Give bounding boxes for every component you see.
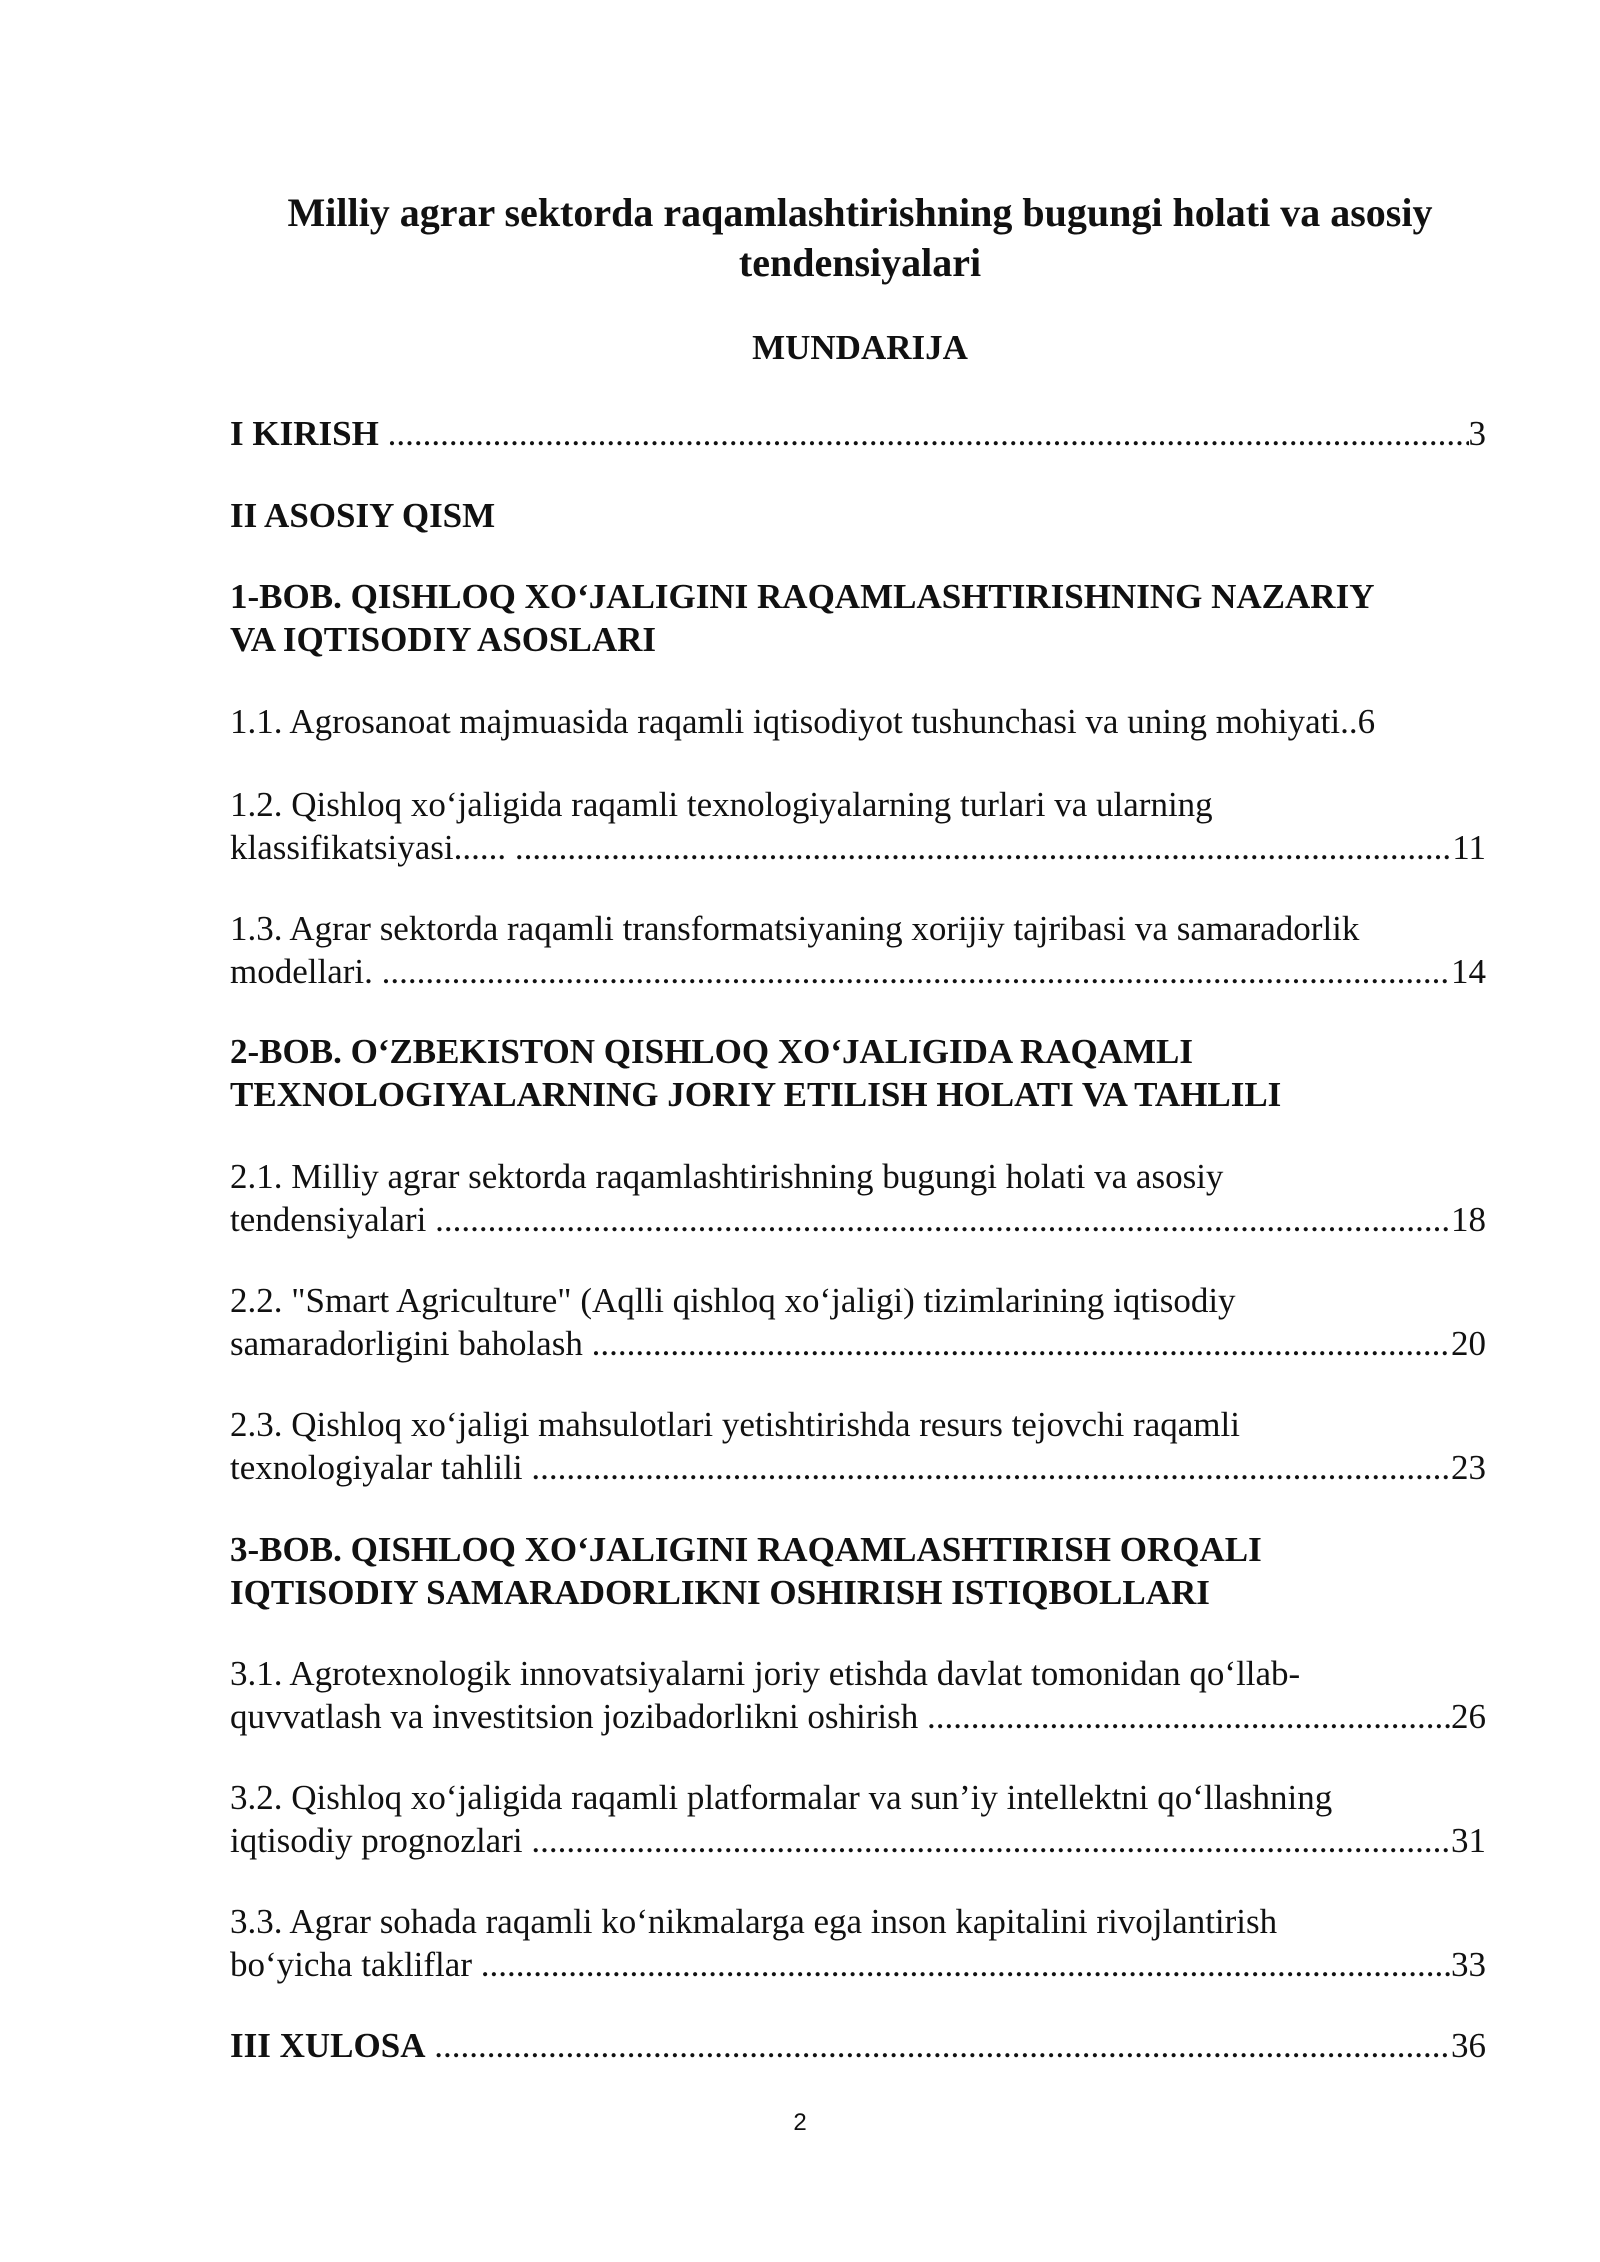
toc-entry-2-3[interactable]	[230, 1403, 1486, 1489]
toc-entry-3-2[interactable]	[230, 1776, 1486, 1862]
toc-dot-leader	[523, 1446, 1451, 1489]
toc-page-number: 3	[1468, 414, 1486, 453]
toc-page-number: 36	[1451, 2026, 1486, 2065]
toc-dot-leader	[506, 826, 1452, 869]
toc-entry-text: 3.2. Qishloq xo‘jaligida raqamli platformalar va sun’iy intellektni qo‘llashning	[230, 1778, 1333, 1817]
toc-entry-label: III XULOSA	[230, 2026, 426, 2065]
toc-entry-1-3[interactable]	[230, 907, 1486, 993]
toc-entry-text: modellari.	[230, 952, 373, 991]
toc-chapter-line: IQTISODIY SAMARADORLIKNI OSHIRISH ISTIQBOLLARI	[230, 1573, 1210, 1612]
toc-entry-text: texnologiyalar tahlili	[230, 1448, 523, 1487]
toc-page-number: 6	[1357, 702, 1376, 741]
toc-entry-text: iqtisodiy prognozlari	[230, 1821, 523, 1860]
toc-entry-label: I KIRISH	[230, 414, 379, 453]
toc-entry-main-part	[230, 494, 1486, 537]
toc-dot-leader	[472, 1943, 1451, 1986]
toc-entry-label: II ASOSIY QISM	[230, 496, 496, 535]
toc-entry-text: tendensiyalari	[230, 1200, 427, 1239]
toc-dot-leader	[918, 1695, 1451, 1738]
toc-entry-conclusion[interactable]	[230, 2024, 1486, 2067]
toc-entry-2-2[interactable]	[230, 1279, 1486, 1365]
toc-chapter-line: TEXNOLOGIYALARNING JORIY ETILISH HOLATI VA TAHLILI	[230, 1075, 1282, 1114]
toc-dot-leader: ..	[1340, 702, 1358, 741]
toc-page-number: 23	[1451, 1448, 1486, 1487]
toc-page-number: 20	[1451, 1324, 1486, 1363]
toc-chapter-line: 1-BOB. QISHLOQ XO‘JALIGINI RAQAMLASHTIRISHNING NAZARIY	[230, 577, 1375, 616]
toc-entry-text: samaradorligini baholash	[230, 1324, 583, 1363]
toc-chapter-2	[230, 1030, 1486, 1116]
toc-page-number: 26	[1451, 1697, 1486, 1736]
toc-entry-text: 2.1. Milliy agrar sektorda raqamlashtirishning bugungi holati va asosiy	[230, 1157, 1224, 1196]
toc-heading: MUNDARIJA	[752, 328, 968, 367]
toc-page-number: 33	[1451, 1945, 1486, 1984]
toc-chapter-line: 3-BOB. QISHLOQ XO‘JALIGINI RAQAMLASHTIRISH ORQALI	[230, 1530, 1262, 1569]
toc-entry-3-1[interactable]	[230, 1652, 1486, 1738]
toc-dot-leader	[583, 1322, 1451, 1365]
toc-chapter-3	[230, 1528, 1486, 1614]
toc-entry-3-3[interactable]	[230, 1900, 1486, 1986]
toc-dot-leader	[426, 1198, 1451, 1241]
toc-page-number: 18	[1451, 1200, 1486, 1239]
toc-entry-text: bo‘yicha takliflar	[230, 1945, 472, 1984]
toc-entry-2-1[interactable]	[230, 1155, 1486, 1241]
toc-chapter-line: VA IQTISODIY ASOSLARI	[230, 620, 656, 659]
toc-entry-text: 3.3. Agrar sohada raqamli ko‘nikmalarga ega inson kapitalini rivojlantirish	[230, 1902, 1278, 1941]
toc-entry-1-2[interactable]	[230, 783, 1486, 869]
toc-entry-text: 1.3. Agrar sektorda raqamli transformatsiyaning xorijiy tajribasi va samaradorlik	[230, 909, 1360, 948]
toc-dot-leader	[523, 1819, 1451, 1862]
toc-entry-text: 2.2. "Smart Agriculture" (Aqlli qishloq xo‘jaligi) tizimlarining iqtisodiy	[230, 1281, 1236, 1320]
toc-dot-leader	[425, 2024, 1451, 2067]
toc-entry-text: 2.3. Qishloq xo‘jaligi mahsulotlari yetishtirishda resurs tejovchi raqamli	[230, 1405, 1240, 1444]
page-number: 2	[793, 2109, 807, 2136]
toc-entry-text: 1.1. Agrosanoat majmuasida raqamli iqtisodiyot tushunchasi va uning mohiyati	[230, 702, 1341, 741]
toc-dot-leader	[379, 412, 1469, 455]
toc-entry-1-1[interactable]	[230, 700, 1486, 743]
toc-page-number: 11	[1452, 828, 1486, 867]
toc-page-number: 31	[1451, 1821, 1486, 1860]
toc-chapter-line: 2-BOB. O‘ZBEKISTON QISHLOQ XO‘JALIGIDA RAQAMLI	[230, 1032, 1193, 1071]
toc-page-number: 14	[1451, 952, 1486, 991]
document-title	[200, 188, 1520, 288]
toc-entry-intro[interactable]	[230, 412, 1486, 455]
toc-entry-text: klassifikatsiyasi......	[230, 828, 507, 867]
document-title-line-2: tendensiyalari	[738, 240, 982, 285]
toc-entry-text: 3.1. Agrotexnologik innovatsiyalarni joriy etishda davlat tomonidan qo‘llab-	[230, 1654, 1301, 1693]
toc-entry-text: quvvatlash va investitsion jozibadorlikni oshirish	[230, 1697, 919, 1736]
toc-chapter-1	[230, 575, 1486, 661]
toc-entry-text: 1.2. Qishloq xo‘jaligida raqamli texnologiyalarning turlari va ularning	[230, 785, 1213, 824]
toc-dot-leader	[373, 950, 1451, 993]
document-title-line-1: Milliy agrar sektorda raqamlashtirishning bugungi holati va asosiy	[287, 190, 1433, 235]
